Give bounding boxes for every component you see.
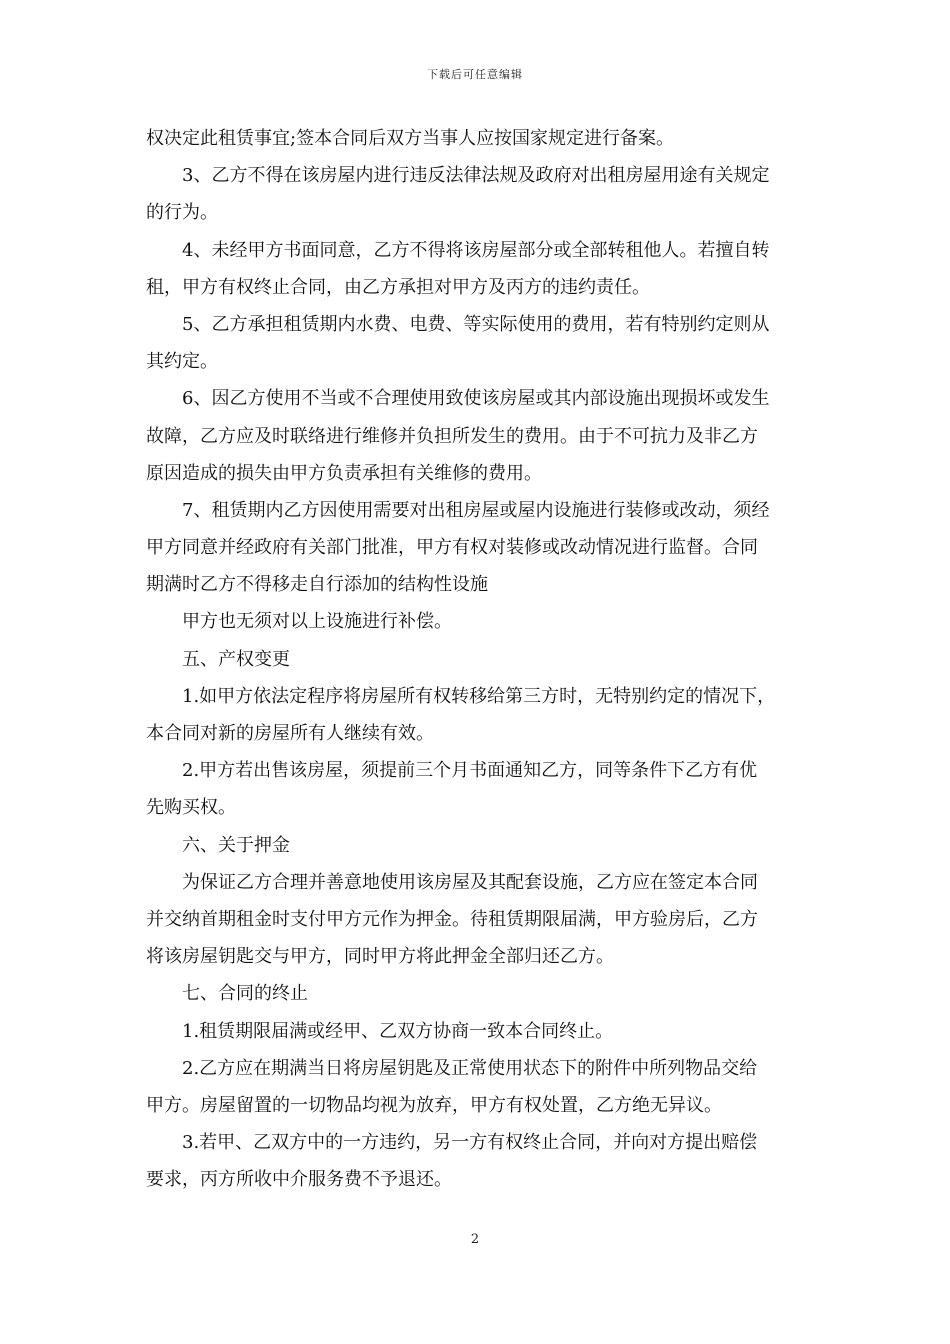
page-header: 下载后可任意编辑 [427, 68, 523, 81]
text-line: 2.乙方应在期满当日将房屋钥匙及正常使用状态下的附件中所列物品交给 [182, 1057, 758, 1079]
text-line: 的行为。 [146, 202, 218, 224]
text-line: 甲方也无须对以上设施进行补偿。 [182, 611, 452, 633]
text-line: 并交纳首期租金时支付甲方元作为押金。待租赁期限届满，甲方验房后，乙方 [146, 908, 758, 930]
text-line: 3.若甲、乙双方中的一方违约，另一方有权终止合同，并向对方提出赔偿 [182, 1132, 758, 1154]
text-line: 要求，丙方所收中介服务费不予退还。 [146, 1169, 452, 1191]
section-heading: 六、关于押金 [182, 834, 290, 856]
text-line: 5、乙方承担租赁期内水费、电费、等实际使用的费用，若有特别约定则从 [182, 313, 770, 335]
text-line: 先购买权。 [146, 797, 236, 819]
document-body [146, 120, 818, 1198]
text-line: 为保证乙方合理并善意地使用该房屋及其配套设施，乙方应在签定本合同 [182, 871, 758, 893]
page-number: 2 [470, 1232, 480, 1247]
text-line: 租，甲方有权终止合同，由乙方承担对甲方及丙方的违约责任。 [146, 276, 650, 298]
text-line: 其约定。 [146, 351, 218, 373]
text-line: 甲方。房屋留置的一切物品均视为放弃，甲方有权处置，乙方绝无异议。 [146, 1094, 722, 1116]
text-line: 6、因乙方使用不当或不合理使用致使该房屋或其内部设施出现损坏或发生 [182, 388, 770, 410]
text-line: 将该房屋钥匙交与甲方，同时甲方将此押金全部归还乙方。 [146, 946, 614, 968]
text-line: 期满时乙方不得移走自行添加的结构性设施 [146, 574, 488, 596]
text-line: 3、乙方不得在该房屋内进行违反法律法规及政府对出租房屋用途有关规定 [182, 165, 770, 187]
text-line: 4、未经甲方书面同意，乙方不得将该房屋部分或全部转租他人。若擅自转 [182, 239, 770, 261]
text-line: 故障，乙方应及时联络进行维修并负担所发生的费用。由于不可抗力及非乙方 [146, 425, 758, 447]
text-line: 甲方同意并经政府有关部门批准，甲方有权对装修或改动情况进行监督。合同 [146, 537, 758, 559]
section-heading: 五、产权变更 [182, 648, 290, 670]
text-line: 本合同对新的房屋所有人继续有效。 [146, 723, 434, 744]
text-line: 权决定此租赁事宜;签本合同后双方当事人应按国家规定进行备案。 [146, 128, 675, 149]
text-line: 2.甲方若出售该房屋，须提前三个月书面通知乙方，同等条件下乙方有优 [182, 760, 758, 782]
text-line: 7、租赁期内乙方因使用需要对出租房屋或屋内设施进行装修或改动，须经 [182, 499, 770, 521]
text-line: 1.租赁期限届满或经甲、乙双方协商一致本合同终止。 [182, 1020, 614, 1042]
text-line: 原因造成的损失由甲方负责承担有关维修的费用。 [146, 462, 542, 484]
text-line: 1.如甲方依法定程序将房屋所有权转移给第三方时，无特别约定的情况下， [182, 685, 776, 707]
section-heading: 七、合同的终止 [182, 983, 308, 1005]
